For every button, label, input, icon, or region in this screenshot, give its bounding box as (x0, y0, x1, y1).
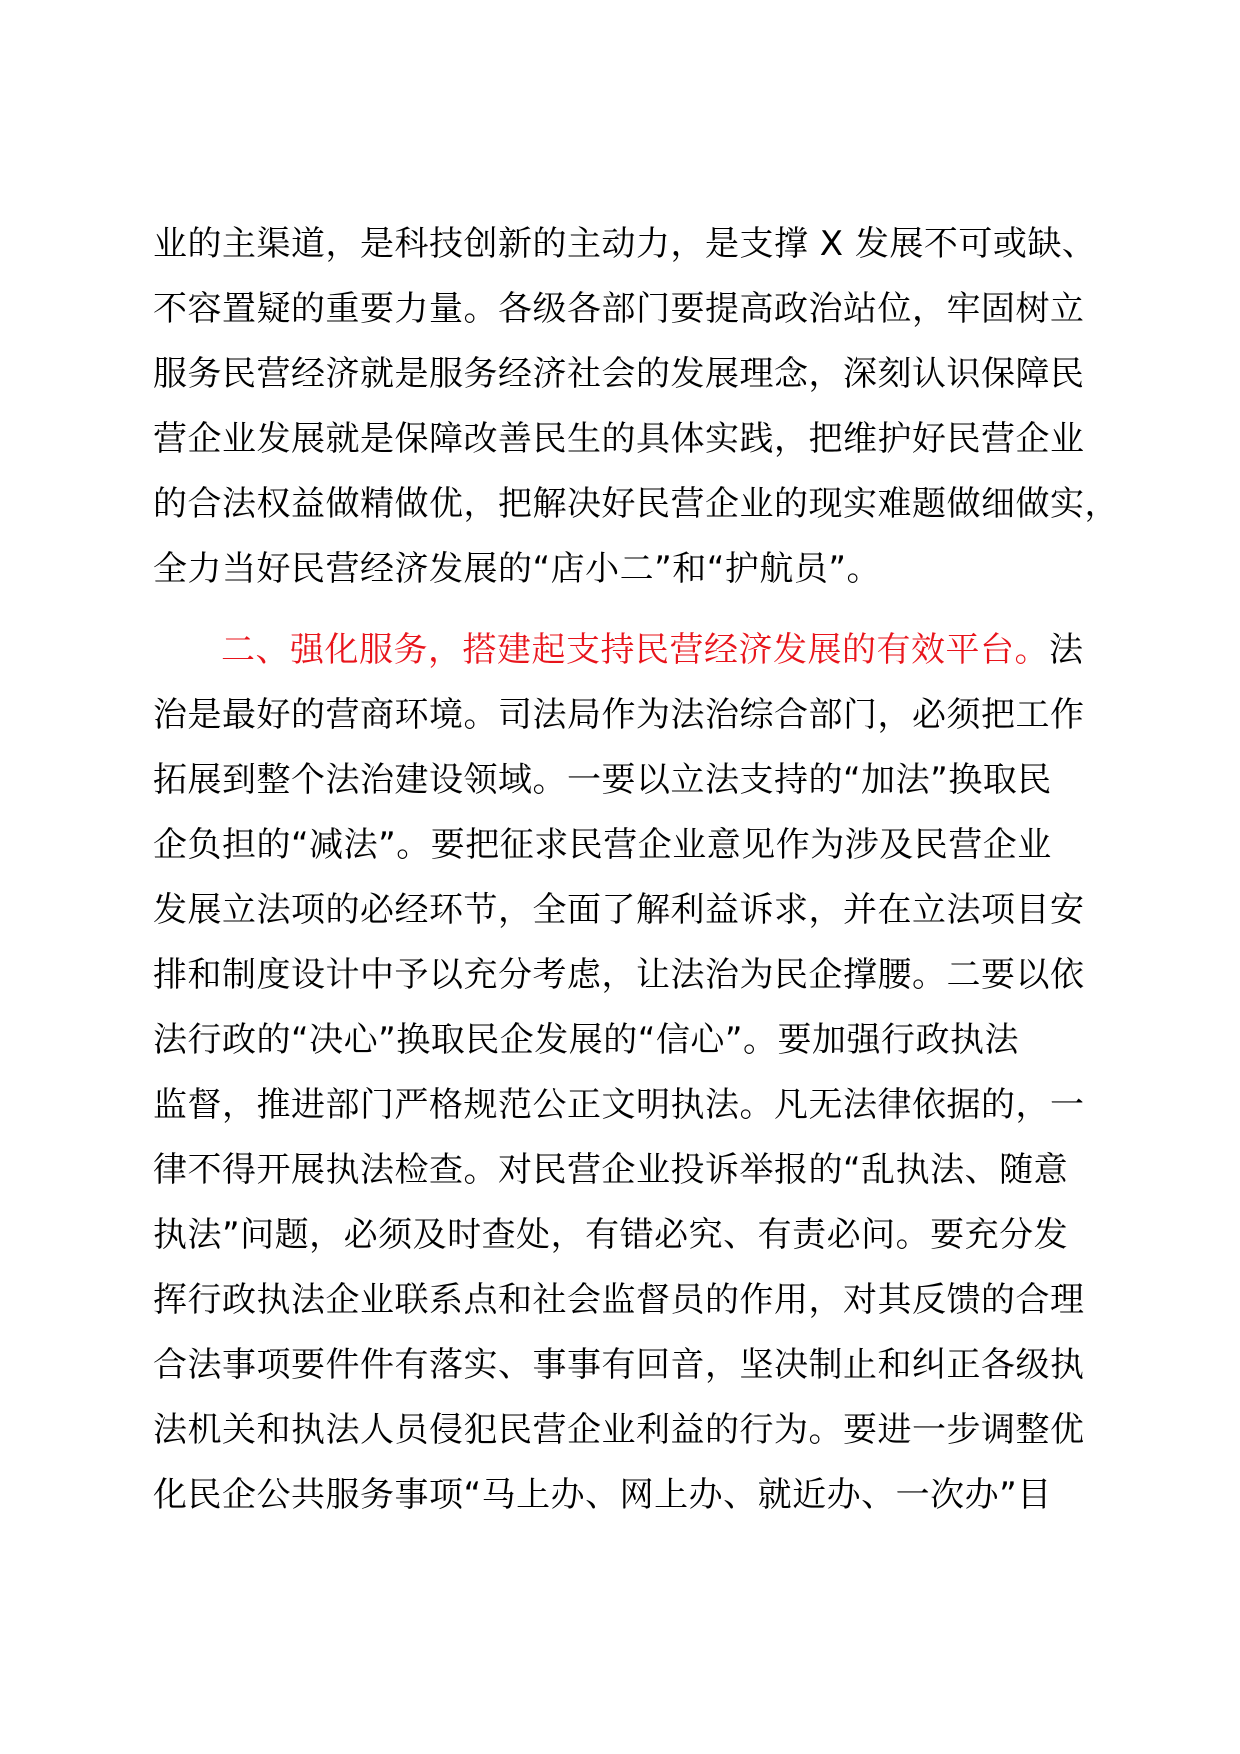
text-line: 不容置疑的重要力量。各级各部门要提高政治站位，牢固树立 (153, 289, 1085, 329)
text-line: 服务民营经济就是服务经济社会的发展理念，深刻认识保障民 (153, 354, 1085, 394)
text-line: 执法”问题，必须及时查处，有错必究、有责必问。要充分发 (153, 1215, 1069, 1255)
paragraph-2 (153, 618, 1113, 1528)
text-line: 拓展到整个法治建设领域。一要以立法支持的“加法”换取民 (153, 760, 1052, 800)
text-line: 全力当好民营经济发展的“店小二”和“护航员”。 (153, 549, 881, 589)
text-line: 业的主渠道，是科技创新的主动力，是支撑 X 发展不可或缺、 (153, 224, 1097, 264)
text-line-first (153, 618, 1113, 683)
text-line: 营企业发展就是保障改善民生的具体实践，把维护好民营企业 (153, 419, 1085, 459)
text-line: 化民企公共服务事项“马上办、网上办、就近办、一次办”目 (153, 1475, 1052, 1515)
text-line: 合法事项要件件有落实、事事有回音，坚决制止和纠正各级执 (153, 1345, 1085, 1385)
text-line: 发展立法项的必经环节，全面了解利益诉求，并在立法项目安 (153, 890, 1085, 930)
text-line: 企负担的“减法”。要把征求民营企业意见作为涉及民营企业 (153, 825, 1052, 865)
section-heading: 二、强化服务，搭建起支持民营经济发展的有效平台。 (221, 630, 1049, 670)
text-line: 的合法权益做精做优，把解决好民营企业的现实难题做细做实， (153, 484, 1119, 524)
text-line: 挥行政执法企业联系点和社会监督员的作用，对其反馈的合理 (153, 1280, 1085, 1320)
text-line: 法行政的“决心”换取民企发展的“信心”。要加强行政执法 (153, 1020, 1019, 1060)
text-line: 治是最好的营商环境。司法局作为法治综合部门，必须把工作 (153, 695, 1085, 735)
text-line: 律不得开展执法检查。对民营企业投诉举报的“乱执法、随意 (153, 1150, 1069, 1190)
text-line: 法机关和执法人员侵犯民营企业利益的行为。要进一步调整优 (153, 1410, 1085, 1450)
text-line: 监督，推进部门严格规范公正文明执法。凡无法律依据的，一 (153, 1085, 1085, 1125)
text-line: 排和制度设计中予以充分考虑，让法治为民企撑腰。二要以依 (153, 955, 1085, 995)
paragraph-1 (153, 212, 1119, 602)
heading-tail-text: 法 (1049, 630, 1084, 670)
